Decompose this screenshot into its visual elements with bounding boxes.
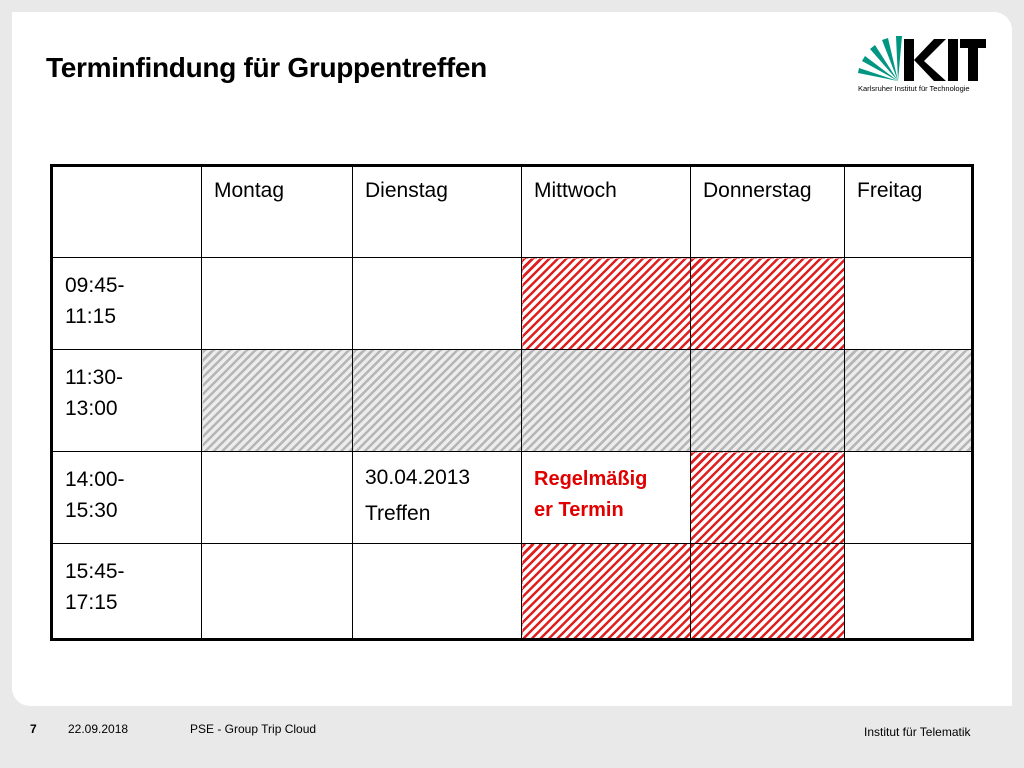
slot-cell (353, 544, 522, 640)
slot-cell (353, 258, 522, 350)
slot-cell (202, 258, 353, 350)
day-header: Mittwoch (522, 166, 691, 258)
meeting-label: Treffen (365, 502, 431, 525)
slot-cell (845, 258, 973, 350)
slot-cell-meeting (353, 452, 522, 544)
slot-cell-booked (691, 452, 845, 544)
regular-label-line2: er Termin (534, 499, 624, 521)
slot-cell (202, 452, 353, 544)
time-slot (52, 544, 202, 640)
corner-cell (52, 166, 202, 258)
time-slot (52, 258, 202, 350)
footer-institute: Institut für Telematik (864, 725, 971, 739)
time-start: 15:45- (65, 560, 125, 583)
slot-cell-break (202, 350, 353, 452)
table-row (52, 350, 973, 452)
slot-cell (202, 544, 353, 640)
slot-cell-booked (691, 258, 845, 350)
day-header: Dienstag (353, 166, 522, 258)
kit-logo (856, 35, 986, 99)
footer-date: 22.09.2018 (68, 722, 129, 736)
footer-course: PSE - Group Trip Cloud (190, 722, 317, 736)
day-header: Freitag (845, 166, 973, 258)
kit-logo-icon (856, 35, 986, 83)
slot-cell-booked (691, 544, 845, 640)
time-start: 11:30- (65, 366, 123, 389)
table-row (52, 544, 973, 640)
slot-cell (845, 452, 973, 544)
slot-cell-break (845, 350, 973, 452)
slot-cell-break (691, 350, 845, 452)
slot-cell-regular (522, 452, 691, 544)
slot-cell-break (353, 350, 522, 452)
day-header: Montag (202, 166, 353, 258)
time-end: 15:30 (65, 499, 118, 522)
table-row (52, 258, 973, 350)
slot-cell-booked (522, 258, 691, 350)
regular-label-line1: Regelmäßig (534, 468, 648, 490)
time-start: 09:45- (65, 274, 125, 297)
meeting-date: 30.04.2013 (365, 466, 471, 489)
table-header-row (52, 166, 973, 258)
time-slot (52, 350, 202, 452)
time-end: 13:00 (65, 397, 118, 420)
page-number: 7 (30, 722, 37, 736)
schedule-table (50, 164, 974, 641)
logo-subtitle: Karlsruher Institut für Technologie (858, 84, 970, 93)
slide-title: Terminfindung für Gruppentreffen (46, 52, 487, 83)
time-end: 11:15 (65, 305, 116, 328)
time-slot (52, 452, 202, 544)
table-row (52, 452, 973, 544)
time-end: 17:15 (65, 591, 118, 614)
slot-cell (845, 544, 973, 640)
slot-cell-booked (522, 544, 691, 640)
day-header: Donnerstag (691, 166, 845, 258)
slot-cell-break (522, 350, 691, 452)
time-start: 14:00- (65, 468, 125, 491)
